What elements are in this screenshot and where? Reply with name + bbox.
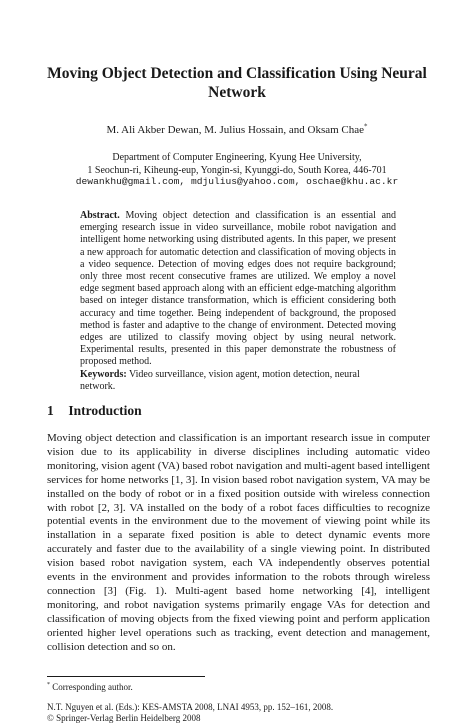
affiliation-line-1: Department of Computer Engineering, Kyung Hee University, (112, 152, 362, 163)
section-number: 1 (47, 403, 54, 418)
footnote-divider (47, 676, 205, 677)
author-list (40, 124, 434, 136)
keywords-text: Video surveillance, vision agent, motion detection, neural network. (80, 369, 360, 393)
corresponding-author-mark: * (364, 122, 368, 131)
affiliation (40, 151, 434, 177)
footnote (47, 682, 427, 693)
copyright-line: © Springer-Verlag Berlin Heidelberg 2008 (47, 713, 201, 723)
footnote-mark: * (47, 682, 50, 688)
author-names: M. Ali Akber Dewan, M. Julius Hossain, and Oksam Chae (106, 124, 365, 136)
affiliation-line-2: 1 Seochun-ri, Kiheung-eup, Yongin-si, Kyunggi-do, South Korea, 446-701 (87, 165, 387, 176)
abstract (80, 210, 396, 369)
section-title: Introduction (68, 403, 142, 418)
author-emails: dewankhu@gmail.com, mdjulius@yahoo.com, oschae@khu.ac.kr (75, 176, 399, 187)
citation-line-1: N.T. Nguyen et al. (Eds.): KES-AMSTA 2008, LNAI 4953, pp. 152–161, 2008. (47, 702, 334, 712)
introduction-paragraph: Moving object detection and classification is an important research issue in computer vision due to its applicability in diverse disciplines including automatic video monitoring, vision agent (VA) based robot navigation and multi-agent based intelligent services for home networks [1, 3]. In vision based robot navigation system, VA may be installed on the body of robot or in a fixed position outside with wireless connection with robot [2, 3]. VA installed on the body of a robot faces difficulties to recognize potential events in the environment due to the movement of viewing point while its installation in a separate fixed position is able to detect dynamic events more accurately and faster due to the availability of a single viewing point. In distributed vision based robot navigation system, each VA independently observes potential events in the environment and provides information to the robots through wireless connection [3] (Fig. 1). Multi-agent based home networking [4], intelligent monitoring, and robot navigation systems primarily engage VAs for detection and classification of moving objects from the fixed viewing point and perform application oriented higher level operations such as tracking, event detection and management, collision detection and so on. (47, 432, 430, 653)
abstract-text: Moving object detection and classification is an essential and emerging research issue in video surveillance, mobile robot navigation and intelligent home networking using distributed agents. In this paper, we present a new approach for automatic detection and classification of moving objects in a video sequence. Detection of moving edges does not require background; only three most recent consecutive frames are utilized. We employ a novel edge segment based approach along with an efficient edge-matching algorithm based on integer distance transformation, which is efficient considering both accuracy and time together. Being independent of background, the proposed method is faster and adaptive to the change of environment. Detected moving edges are utilized to classify moving object by using neural network. Experimental results, presented in this paper demonstrate the robustness of proposed method. (80, 210, 397, 368)
publication-citation (47, 702, 427, 724)
footnote-text: Corresponding author. (52, 682, 133, 692)
keywords-label: Keywords: (80, 369, 127, 380)
paper-title: Moving Object Detection and Classification Using Neural Network (47, 65, 427, 101)
keywords (80, 369, 396, 393)
abstract-label: Abstract. (80, 210, 120, 221)
section-heading (47, 403, 427, 419)
